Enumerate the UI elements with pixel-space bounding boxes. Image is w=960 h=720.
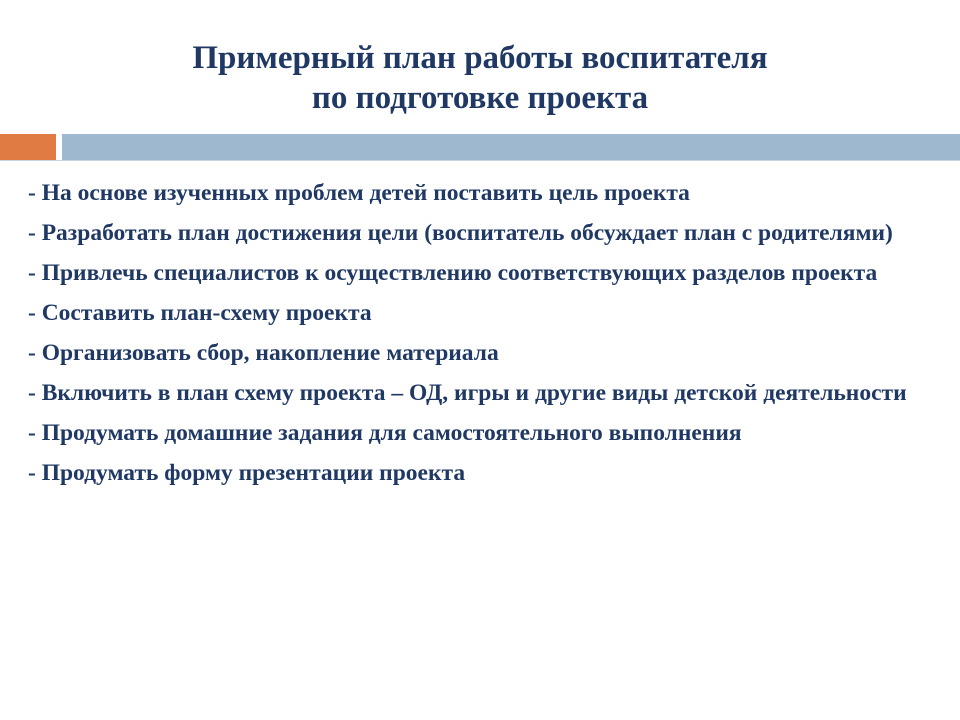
- list-item: - Разработать план достижения цели (воспитатель обсуждает план с родителями): [28, 220, 893, 246]
- plan-list: [28, 178, 928, 498]
- list-item: - Продумать форму презентации проекта: [28, 460, 466, 486]
- accent-underline: [0, 160, 960, 161]
- accent-bar-blue: [62, 134, 960, 160]
- slide-title-line-2: по подготовке проекта: [311, 80, 649, 116]
- list-item: - Включить в план схему проекта – ОД, игры и другие виды детской деятельности: [28, 380, 907, 406]
- list-item: - Привлечь специалистов к осуществлению соответствующих разделов проекта: [28, 260, 878, 286]
- accent-bar-orange: [0, 134, 56, 160]
- list-item: - Продумать домашние задания для самостоятельного выполнения: [28, 420, 742, 446]
- list-item: - На основе изученных проблем детей поставить цель проекта: [28, 180, 690, 206]
- list-item: - Организовать сбор, накопление материала: [28, 340, 499, 366]
- slide-title-line-1: Примерный план работы воспитателя: [192, 40, 768, 76]
- slide-title: [60, 38, 900, 118]
- list-item: - Составить план-схему проекта: [28, 300, 372, 326]
